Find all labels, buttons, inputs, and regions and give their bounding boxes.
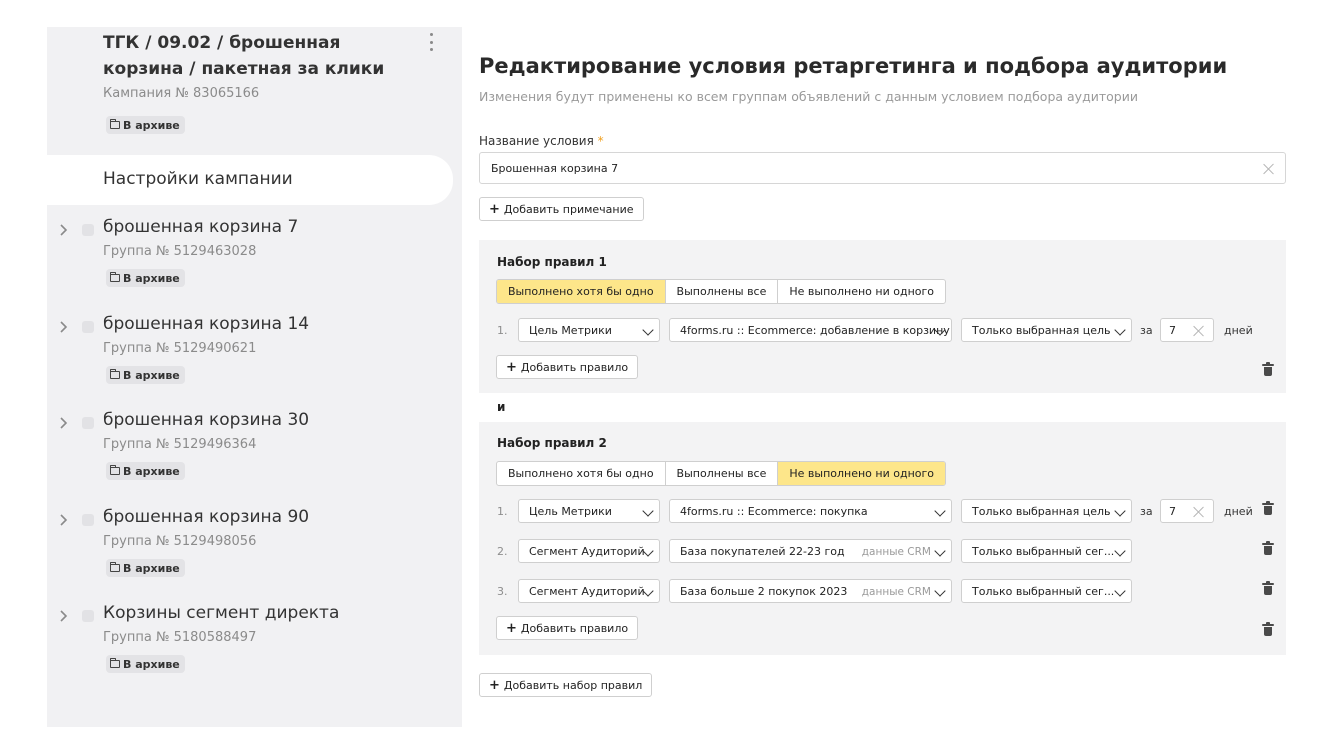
rule-goal-value: 4forms.ru :: Ecommerce: добавление в корзину (680, 323, 950, 337)
archive-badge (106, 269, 185, 287)
add-note-button[interactable] (479, 197, 644, 221)
archive-badge-label: В архиве (123, 271, 180, 285)
rule-scope-value: Только выбранный сег... (972, 544, 1115, 558)
rule-scope-value: Только выбранный сег... (972, 584, 1115, 598)
rule-scope-select[interactable] (961, 539, 1132, 563)
days-label: дней (1224, 505, 1253, 518)
chevron-down-icon (642, 324, 653, 335)
plus-icon: + (506, 359, 517, 375)
condition-name-input[interactable] (479, 152, 1286, 184)
plus-icon: + (489, 677, 500, 693)
rule-row (479, 498, 1286, 526)
more-vertical-icon[interactable] (425, 31, 437, 53)
rule-scope-value: Только выбранная цель (972, 504, 1111, 518)
archive-badge-label: В архиве (123, 464, 180, 478)
days-input[interactable] (1160, 499, 1214, 523)
group-checkbox[interactable] (82, 224, 94, 236)
group-number: Группа № 5129463028 (103, 244, 257, 259)
days-label: дней (1224, 324, 1253, 337)
rule-segment-value: База покупателей 22-23 год (680, 544, 845, 558)
archive-badge-label: В архиве (123, 368, 180, 382)
rule-goal-select[interactable] (669, 499, 952, 523)
mode-all[interactable]: Выполнены все (666, 462, 779, 485)
rule-segment-select[interactable] (669, 539, 952, 563)
ruleset-title: Набор правил 2 (497, 436, 607, 450)
chevron-down-icon (934, 585, 945, 596)
archive-badge (106, 655, 185, 673)
condition-name-value[interactable]: Брошенная корзина 7 (491, 162, 619, 175)
rule-scope-value: Только выбранная цель (972, 323, 1111, 337)
group-name[interactable]: брошенная корзина 14 (103, 314, 310, 334)
campaign-title[interactable]: ТГК / 09.02 / брошенная корзина / пакетная за клики (103, 33, 385, 79)
group-name[interactable]: Корзины сегмент директа (103, 603, 340, 623)
folder-icon (110, 274, 120, 282)
crm-data-tag: данные CRM (861, 586, 931, 598)
clear-icon[interactable] (1263, 163, 1275, 175)
sidebar-group-item[interactable] (47, 507, 462, 597)
sidebar-group-item[interactable] (47, 603, 462, 693)
delete-ruleset-icon[interactable] (1262, 363, 1274, 377)
archive-badge (106, 366, 185, 384)
rule-row (479, 578, 1286, 606)
mode-at-least-one[interactable]: Выполнено хотя бы одно (497, 280, 666, 303)
chevron-down-icon (1114, 545, 1125, 556)
ruleset-1 (479, 240, 1286, 393)
delete-ruleset-icon[interactable] (1262, 623, 1274, 637)
chevron-right-icon[interactable] (59, 610, 69, 622)
delete-rule-icon[interactable] (1262, 502, 1274, 516)
ruleset-title: Набор правил 1 (497, 255, 607, 269)
add-ruleset-button[interactable] (479, 673, 652, 697)
add-rule-label: Добавить правило (520, 360, 629, 374)
group-name[interactable]: брошенная корзина 7 (103, 217, 299, 237)
sidebar-group-item[interactable] (47, 217, 462, 307)
folder-icon (110, 467, 120, 475)
folder-icon (110, 660, 120, 668)
rule-type-select[interactable] (518, 499, 660, 523)
rule-type-select[interactable] (518, 318, 660, 342)
rule-scope-select[interactable] (961, 318, 1132, 342)
ruleset-2 (479, 422, 1286, 655)
period-prefix: за (1140, 324, 1153, 337)
group-number: Группа № 5129490621 (103, 341, 257, 356)
delete-rule-icon[interactable] (1262, 542, 1274, 556)
rule-goal-select[interactable] (669, 318, 952, 342)
add-rule-label: Добавить правило (520, 621, 629, 635)
rule-type-select[interactable] (518, 579, 660, 603)
rule-number: 1. (497, 505, 508, 518)
group-name[interactable]: брошенная корзина 30 (103, 410, 310, 430)
rule-row (479, 317, 1286, 345)
chevron-down-icon (934, 505, 945, 516)
days-value[interactable]: 7 (1169, 324, 1176, 337)
rule-scope-select[interactable] (961, 499, 1132, 523)
archive-badge (106, 116, 185, 134)
chevron-right-icon[interactable] (59, 224, 69, 236)
group-name[interactable]: брошенная корзина 90 (103, 507, 310, 527)
add-rule-button[interactable] (496, 616, 638, 640)
period-prefix: за (1140, 505, 1153, 518)
delete-rule-icon[interactable] (1262, 582, 1274, 596)
sidebar-group-item[interactable] (47, 410, 462, 500)
and-separator: и (497, 400, 506, 414)
clear-icon[interactable] (1193, 506, 1205, 518)
archive-badge (106, 559, 185, 577)
rule-segment-value: База больше 2 покупок 2023 (680, 584, 848, 598)
group-checkbox[interactable] (82, 417, 94, 429)
rule-segment-select[interactable] (669, 579, 952, 603)
chevron-down-icon (1114, 505, 1125, 516)
plus-icon: + (506, 620, 517, 636)
chevron-down-icon (642, 505, 653, 516)
sidebar (47, 27, 462, 727)
plus-icon: + (489, 201, 500, 217)
clear-icon[interactable] (1193, 325, 1205, 337)
rule-type-value: Сегмент Аудиторий (529, 584, 645, 598)
required-mark: * (597, 134, 604, 148)
campaign-number: Кампания № 83065166 (103, 86, 260, 101)
rule-scope-select[interactable] (961, 579, 1132, 603)
rule-number: 3. (497, 585, 508, 598)
chevron-right-icon[interactable] (59, 321, 69, 333)
group-checkbox[interactable] (82, 321, 94, 333)
mode-none[interactable]: Не выполнено ни одного (789, 285, 935, 298)
group-number: Группа № 5129496364 (103, 437, 257, 452)
sidebar-item-label: Настройки кампании (103, 169, 293, 189)
chevron-down-icon (934, 545, 945, 556)
chevron-right-icon[interactable] (59, 417, 69, 429)
condition-name-label (479, 134, 604, 148)
archive-badge-label: В архиве (123, 657, 180, 671)
archive-badge-label: В архиве (123, 118, 180, 132)
folder-icon (110, 564, 120, 572)
archive-badge (106, 462, 185, 480)
days-input[interactable] (1160, 318, 1214, 342)
ruleset-mode-switch[interactable] (496, 279, 946, 304)
mode-all[interactable]: Выполнены все (666, 280, 779, 303)
chevron-down-icon (1114, 585, 1125, 596)
add-note-label: Добавить примечание (503, 202, 634, 216)
group-number: Группа № 5129498056 (103, 534, 257, 549)
add-rule-button[interactable] (496, 355, 638, 379)
page-title: Редактирование условия ретаргетинга и подбора аудитории (479, 54, 1228, 78)
rule-type-select[interactable] (518, 539, 660, 563)
folder-icon (110, 121, 120, 129)
mode-none[interactable]: Не выполнено ни одного (778, 462, 945, 485)
rule-type-value: Цель Метрики (529, 504, 612, 518)
chevron-right-icon[interactable] (59, 514, 69, 526)
condition-name-label-text: Название условия (479, 134, 594, 148)
ruleset-mode-switch[interactable] (496, 461, 946, 486)
rule-type-value: Цель Метрики (529, 323, 612, 337)
folder-icon (110, 371, 120, 379)
chevron-down-icon (1114, 324, 1125, 335)
archive-badge-label: В архиве (123, 561, 180, 575)
sidebar-item-campaign-settings[interactable] (47, 155, 453, 205)
rule-number: 1. (497, 324, 508, 337)
rule-goal-value: 4forms.ru :: Ecommerce: покупка (680, 504, 868, 518)
group-number: Группа № 5180588497 (103, 630, 257, 645)
rule-row (479, 538, 1286, 566)
rule-number: 2. (497, 545, 508, 558)
rule-type-value: Сегмент Аудиторий (529, 544, 645, 558)
crm-data-tag: данные CRM (861, 546, 931, 558)
page-subtitle: Изменения будут применены ко всем группам объявлений с данным условием подбора аудитории (479, 89, 1138, 104)
mode-at-least-one[interactable]: Выполнено хотя бы одно (497, 462, 666, 485)
group-checkbox[interactable] (82, 610, 94, 622)
days-value[interactable]: 7 (1169, 505, 1176, 518)
sidebar-group-item[interactable] (47, 314, 462, 404)
add-ruleset-label: Добавить набор правил (503, 678, 643, 692)
group-checkbox[interactable] (82, 514, 94, 526)
